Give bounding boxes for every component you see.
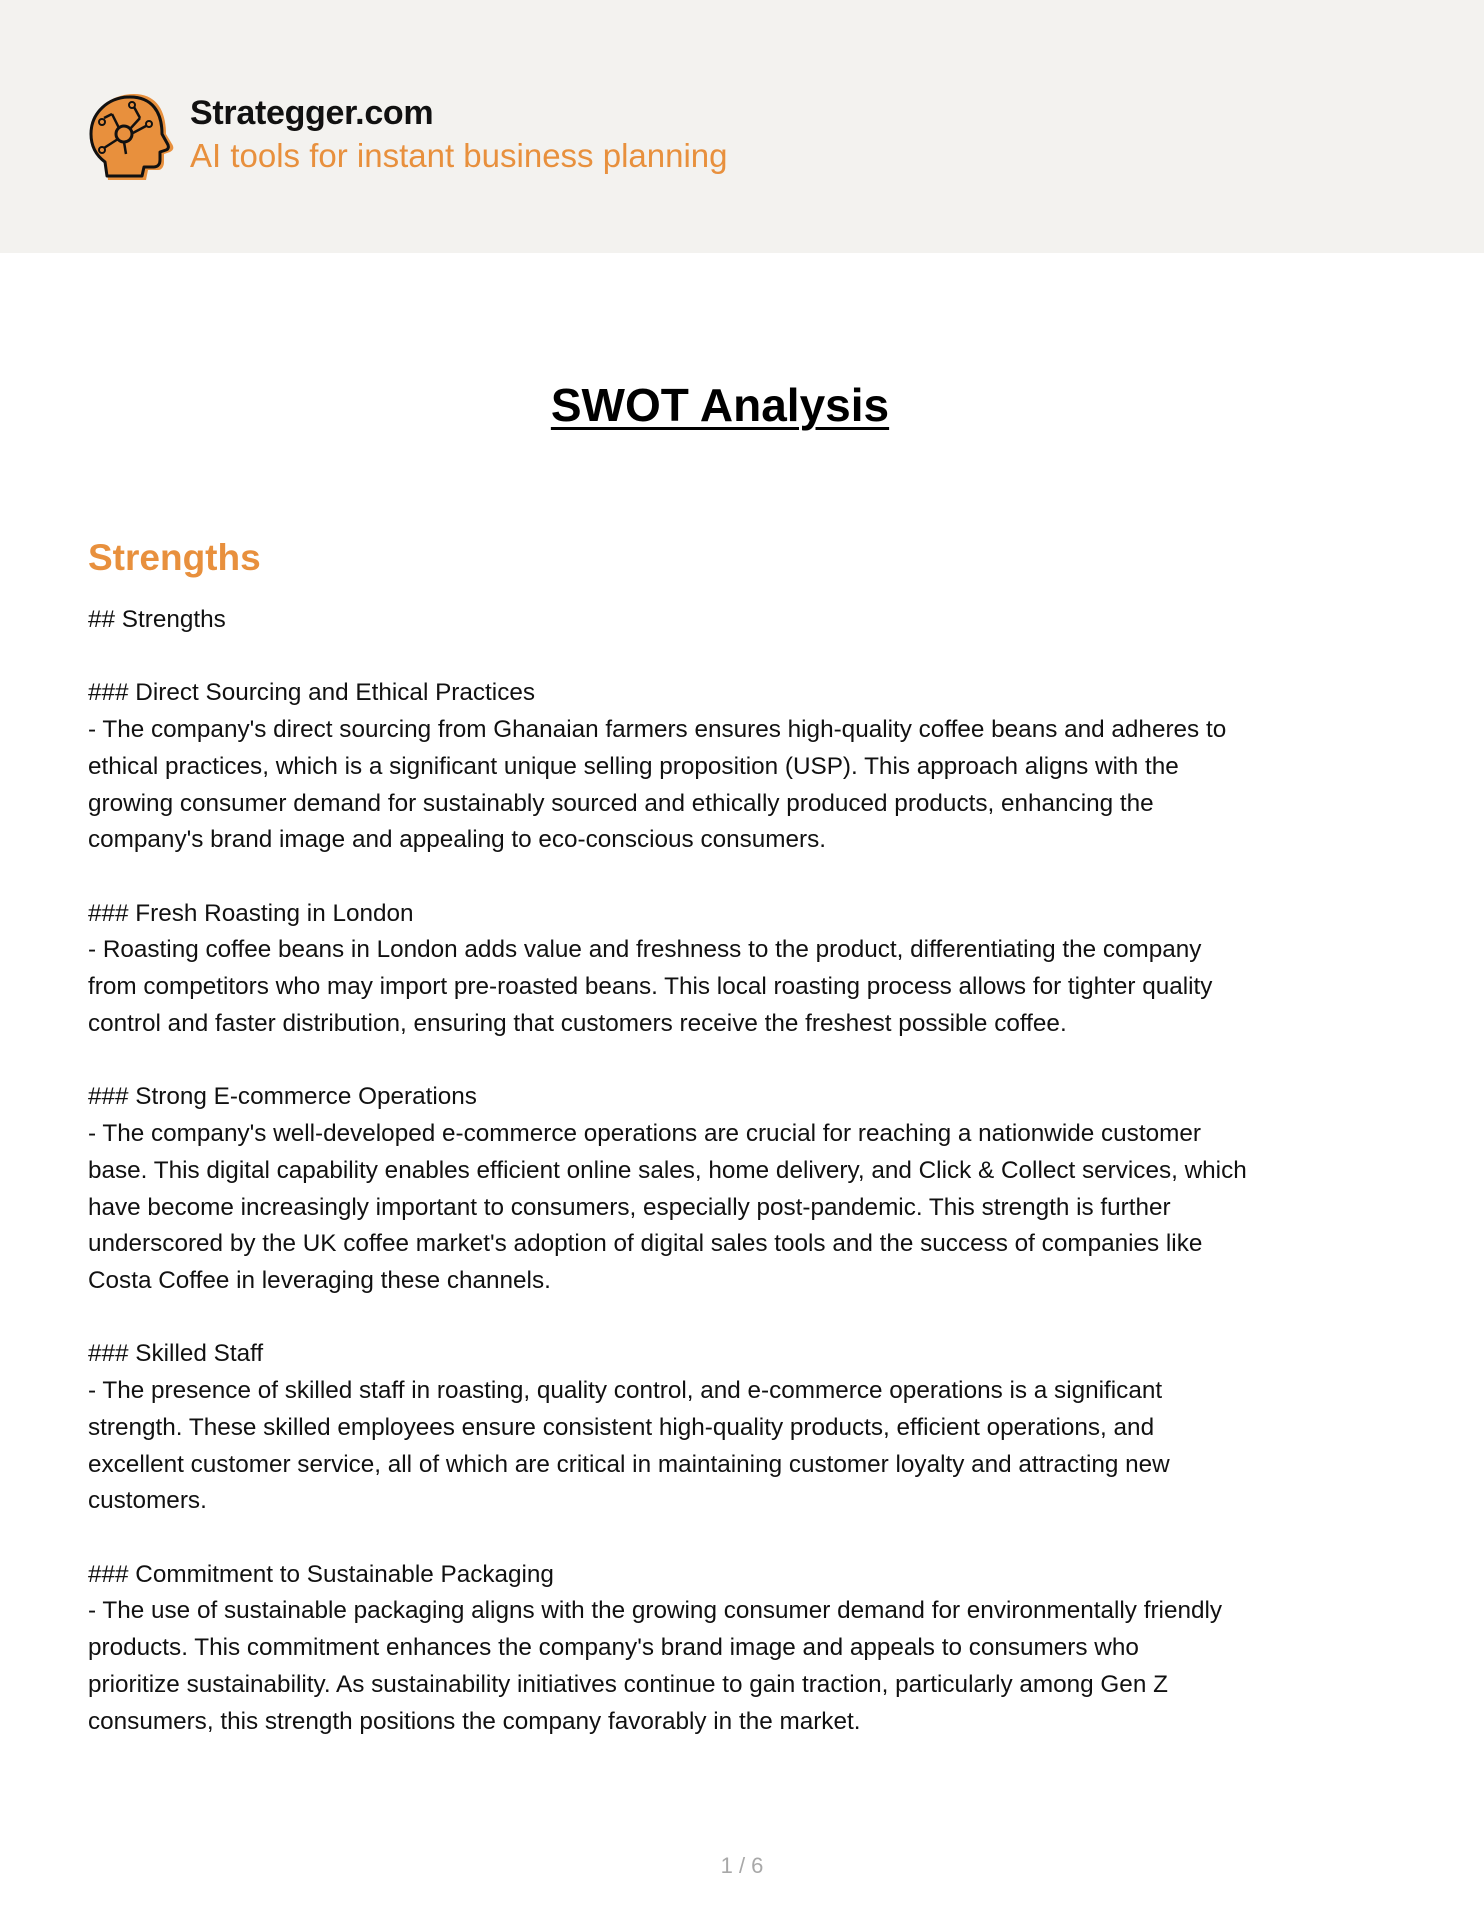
subsection-heading: ### Commitment to Sustainable Packaging [88,1560,554,1588]
paragraph-line: ethical practices, which is a significant unique selling proposition (USP). This approach aligns with the [88,752,1179,780]
brand-name: Strategger.com [190,94,434,132]
brain-head-circuit-icon [86,90,180,182]
strengths-content [88,602,1388,1740]
paragraph-line: growing consumer demand for sustainably sourced and ethically produced products, enhancing the [88,789,1154,817]
subsection-heading: ### Strong E-commerce Operations [88,1083,477,1111]
paragraph-line: products. This commitment enhances the company's brand image and appeals to consumers who [88,1634,1139,1662]
spacer [88,1520,1388,1557]
paragraph-line: customers. [88,1487,207,1515]
subsection [88,675,1388,859]
paragraph-line: - The company's well-developed e-commerce operations are crucial for reaching a nationwide customer [88,1120,1201,1148]
paragraph-line: have become increasingly important to consumers, especially post-pandemic. This strength is further [88,1193,1171,1221]
page-indicator: 1 / 6 [720,1853,764,1878]
page-header [0,0,1484,253]
paragraph-line: base. This digital capability enables efficient online sales, home delivery, and Click & Collect services, which [88,1156,1247,1184]
paragraph-line: prioritize sustainability. As sustainability initiatives continue to gain traction, particularly among Gen Z [88,1670,1168,1698]
paragraph-line: - The presence of skilled staff in roasting, quality control, and e-commerce operations is a significant [88,1377,1163,1405]
paragraph-line: - The company's direct sourcing from Ghanaian farmers ensures high-quality coffee beans and adheres to [88,716,1227,744]
paragraph-line: from competitors who may import pre-roasted beans. This local roasting process allows for tighter quality [88,973,1213,1001]
markdown-heading: ## Strengths [88,606,226,633]
subsection-heading: ### Direct Sourcing and Ethical Practices [88,679,536,707]
paragraph-line: underscored by the UK coffee market's adoption of digital sales tools and the success of companies like [88,1230,1203,1258]
document-title: SWOT Analysis [550,379,890,431]
paragraph-line: consumers, this strength positions the company favorably in the market. [88,1707,861,1735]
paragraph-line: - The use of sustainable packaging aligns with the growing consumer demand for environmentally friendly [88,1597,1223,1625]
paragraph-line: excellent customer service, all of which are critical in maintaining customer loyalty and attracting new [88,1450,1170,1478]
subsection [88,1336,1388,1520]
subsection [88,896,1388,1043]
section-heading-strengths: Strengths [88,537,261,578]
subsection-heading: ### Skilled Staff [88,1340,264,1368]
paragraph-line: company's brand image and appealing to eco-conscious consumers. [88,826,827,854]
subsection [88,1557,1388,1741]
subsection-heading: ### Fresh Roasting in London [88,899,414,927]
paragraph-line: strength. These skilled employees ensure consistent high-quality products, efficient operations, and [88,1413,1155,1441]
brand-tagline: AI tools for instant business planning [190,137,728,174]
paragraph-line: - Roasting coffee beans in London adds value and freshness to the product, differentiating the company [88,936,1202,964]
subsection [88,1079,1388,1299]
paragraph-line: control and faster distribution, ensuring that customers receive the freshest possible coffee. [88,1009,1067,1037]
paragraph-line: Costa Coffee in leveraging these channels. [88,1266,551,1294]
spacer [88,639,1388,676]
spacer [88,859,1388,896]
spacer [88,1043,1388,1080]
spacer [88,1300,1388,1337]
